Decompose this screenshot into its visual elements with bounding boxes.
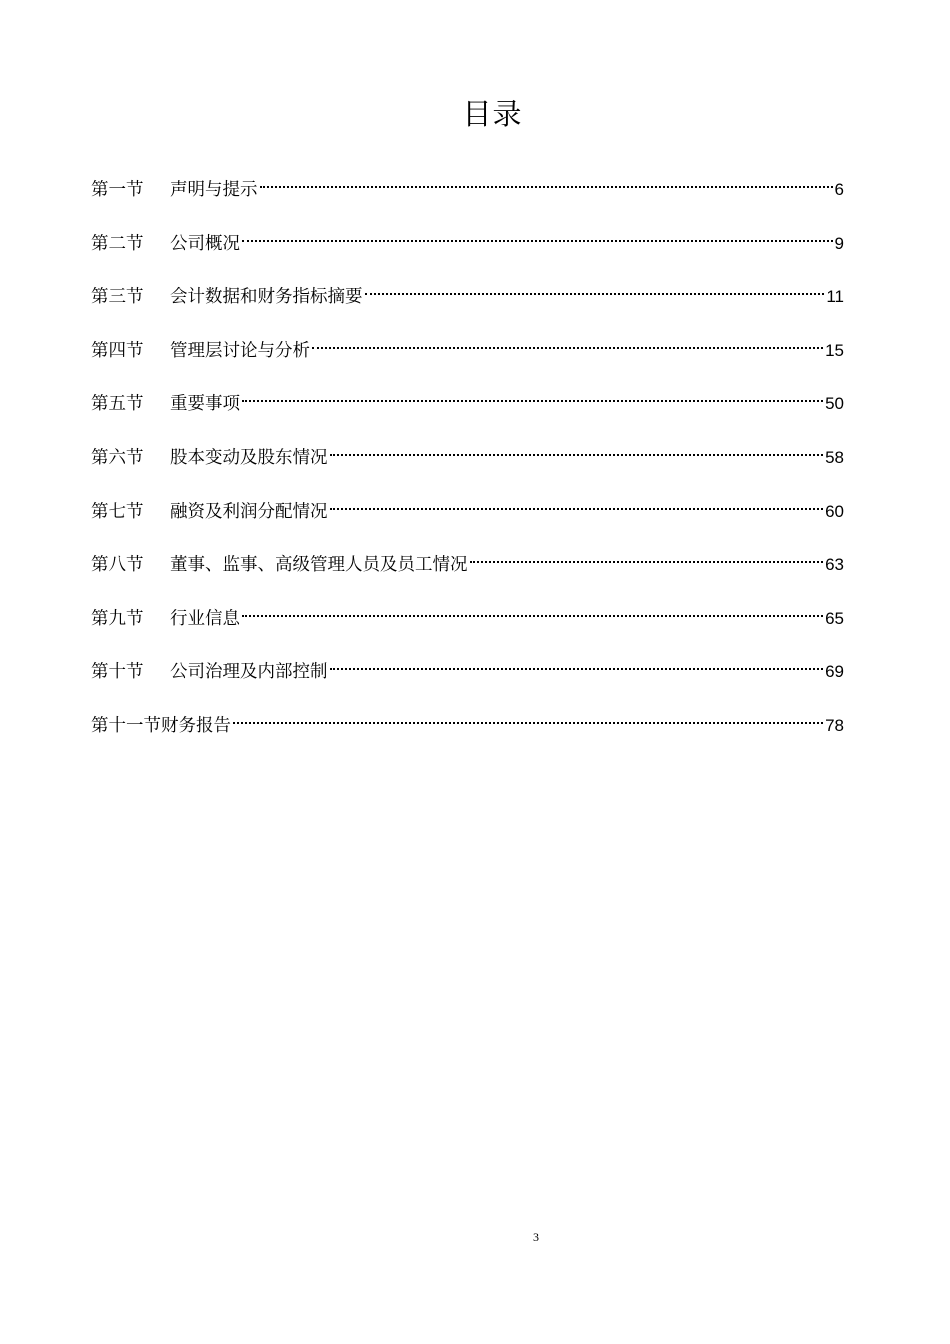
toc-section-title: 融资及利润分配情况 [170, 501, 328, 522]
toc-entry[interactable] [91, 489, 844, 543]
toc-entry[interactable] [91, 596, 844, 650]
toc-entry[interactable] [91, 649, 844, 703]
toc-dot-leader [365, 274, 825, 302]
toc-dot-leader [330, 649, 824, 677]
toc-section-number: 第四节 [91, 340, 144, 361]
footer-page-number: 3 [533, 1230, 539, 1244]
toc-section-number: 第十节 [91, 662, 144, 683]
toc-section-title: 行业信息 [170, 608, 240, 629]
toc-page-number: 58 [825, 447, 844, 467]
toc-page-number: 11 [826, 287, 844, 307]
toc-page-number: 6 [834, 180, 844, 199]
toc-section-number: 第七节 [91, 501, 144, 522]
toc-section-number: 第二节 [91, 233, 144, 254]
toc-dot-leader [242, 596, 823, 624]
toc-section-title: 董事、监事、高级管理人员及员工情况 [170, 555, 468, 576]
toc-page-number: 15 [825, 340, 844, 360]
toc-section-title: 财务报告 [161, 715, 231, 736]
toc-page-number: 63 [825, 555, 844, 575]
page-title: 目录 [462, 97, 523, 131]
toc-entry[interactable] [91, 703, 844, 757]
table-of-contents [91, 167, 844, 757]
toc-section-title: 公司概况 [170, 233, 240, 254]
toc-entry[interactable] [91, 167, 844, 221]
toc-section-title: 会计数据和财务指标摘要 [170, 287, 363, 308]
toc-dot-leader [242, 221, 833, 249]
toc-entry[interactable] [91, 542, 844, 596]
toc-dot-leader [242, 381, 823, 409]
toc-section-number: 第九节 [91, 608, 144, 629]
toc-dot-leader [330, 489, 824, 517]
toc-section-title: 管理层讨论与分析 [170, 340, 310, 361]
toc-dot-leader [233, 703, 823, 731]
toc-dot-leader [470, 542, 824, 570]
toc-dot-leader [260, 167, 833, 195]
toc-section-number: 第十一节 [91, 715, 161, 736]
toc-section-number: 第八节 [91, 555, 144, 576]
toc-dot-leader [330, 435, 824, 463]
toc-section-number: 第五节 [91, 394, 144, 415]
toc-section-number: 第六节 [91, 447, 144, 468]
toc-page-number: 69 [825, 662, 844, 682]
toc-page-number: 78 [825, 715, 844, 735]
toc-section-number: 第三节 [91, 287, 144, 308]
toc-section-title: 声明与提示 [170, 180, 258, 200]
toc-section-title: 公司治理及内部控制 [170, 662, 328, 683]
toc-entry[interactable] [91, 274, 844, 328]
toc-page-number: 60 [825, 501, 844, 521]
toc-section-title: 重要事项 [170, 394, 240, 415]
toc-entry[interactable] [91, 381, 844, 435]
toc-page-number: 65 [825, 608, 844, 628]
toc-page-number: 9 [834, 233, 844, 253]
toc-page-number: 50 [825, 394, 844, 414]
toc-section-number: 第一节 [91, 180, 144, 200]
toc-section-title: 股本变动及股东情况 [170, 447, 328, 468]
toc-dot-leader [312, 328, 823, 356]
toc-entry[interactable] [91, 435, 844, 489]
toc-entry[interactable] [91, 328, 844, 382]
toc-entry[interactable] [91, 221, 844, 275]
